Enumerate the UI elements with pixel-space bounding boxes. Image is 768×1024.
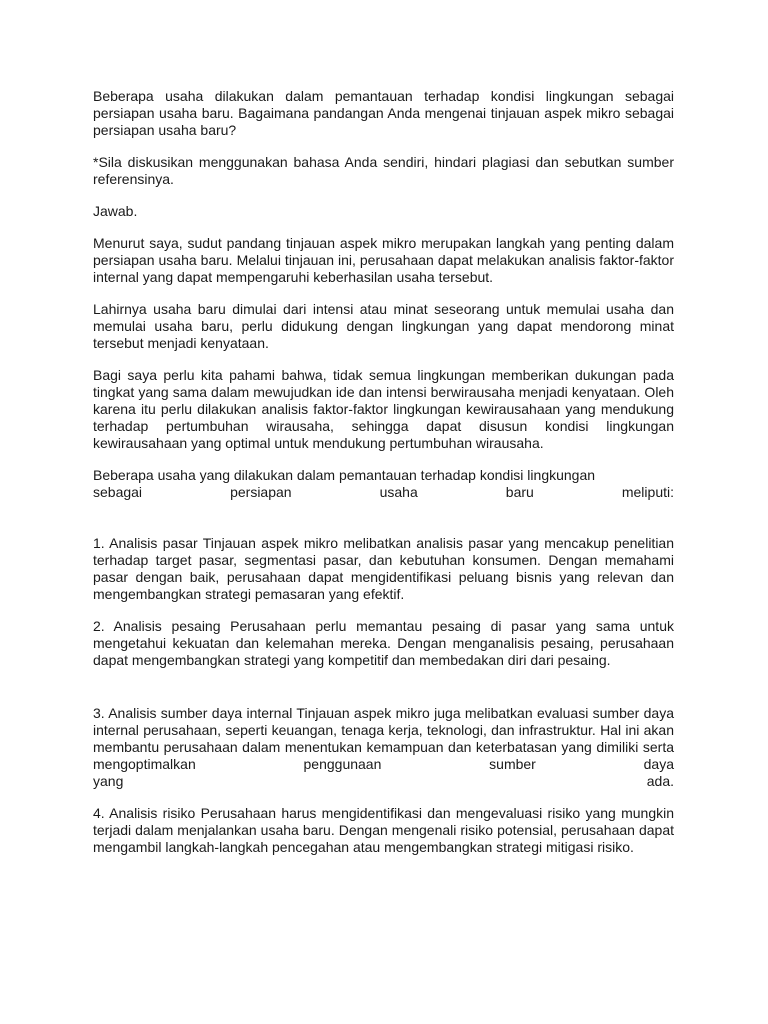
list-intro-word: usaha [379, 484, 418, 500]
list-item-2: 2. Analisis pesaing Perusahaan perlu memantau pesaing di pasar yang sama untuk mengetahui kekuatan dan kelemahan mereka. Dengan menganalisis pesaing, perusahaan dapat mengembangkan strategi yang kompetitif dan membedakan diri dari pesaing. [93, 618, 674, 668]
list-intro-line-1: Beberapa usaha yang dilakukan dalam pemantauan terhadap kondisi lingkungan [93, 467, 596, 483]
question-paragraph: Beberapa usaha dilakukan dalam pemantauan terhadap kondisi lingkungan sebagai persiapan usaha baru. Bagaimana pandangan Anda mengenai tinjauan aspek mikro sebagai persiapan usaha baru? [93, 88, 674, 138]
list-item-3-last-line [93, 773, 674, 790]
list-intro-word: sebagai [93, 484, 143, 500]
answer-label: Jawab. [93, 203, 138, 219]
list-item-3-last-left: yang [93, 773, 124, 789]
list-item-1: 1. Analisis pasar Tinjauan aspek mikro melibatkan analisis pasar yang mencakup penelitian terhadap target pasar, segmentasi pasar, dan kebutuhan konsumen. Dengan memahami pasar dengan baik, perusahaan dapat mengidentifikasi peluang bisnis yang relevan dan mengembangkan strategi pemasaran yang efektif. [93, 535, 674, 602]
list-item-3 [93, 705, 674, 790]
blank-line [93, 501, 674, 535]
list-item-3-text: 3. Analisis sumber daya internal Tinjauan aspek mikro juga melibatkan evaluasi sumber daya internal perusahaan, seperti keuangan, tenaga kerja, teknologi, dan infrastruktur. Hal ini akan membantu perusahaan dalam menentukan kemampuan dan keterbatasan yang dimiliki serta mengoptimalkan penggunaan sumber daya [93, 705, 674, 772]
list-intro-word: persiapan [230, 484, 292, 500]
list-intro-paragraph [93, 467, 674, 501]
list-item-4: 4. Analisis risiko Perusahaan harus mengidentifikasi dan mengevaluasi risiko yang mungkin terjadi dalam menjalankan usaha baru. Dengan mengenali risiko potensial, perusahaan dapat mengambil langkah-langkah pencegahan atau mengembangkan strategi mitigasi risiko. [93, 805, 674, 855]
list-intro-word: meliputi: [621, 484, 674, 500]
list-intro-word: baru [505, 484, 534, 500]
instruction-paragraph: *Sila diskusikan menggunakan bahasa Anda sendiri, hindari plagiasi dan sebutkan sumber referensinya. [93, 154, 674, 187]
answer-paragraph-3: Bagi saya perlu kita pahami bahwa, tidak semua lingkungan memberikan dukungan pada tingkat yang sama dalam mewujudkan ide dan intensi berwirausaha menjadi kenyataan. Oleh karena itu perlu dilakukan analisis faktor-faktor lingkungan kewirausahaan yang mendukung terhadap pertumbuhan wirausaha, sehingga dapat disusun kondisi lingkungan kewirausahaan yang optimal untuk mendukung pertumbuhan wirausaha. [93, 367, 674, 451]
answer-paragraph-2: Lahirnya usaha baru dimulai dari intensi atau minat seseorang untuk memulai usaha dan memulai usaha baru, perlu didukung dengan lingkungan yang dapat mendorong minat tersebut menjadi kenyataan. [93, 301, 674, 351]
answer-paragraph-1: Menurut saya, sudut pandang tinjauan aspek mikro merupakan langkah yang penting dalam persiapan usaha baru. Melalui tinjauan ini, perusahaan dapat melakukan analisis faktor-faktor internal yang dapat mempengaruhi keberhasilan usaha tersebut. [93, 235, 674, 285]
document-body [93, 88, 674, 871]
list-intro-line-2 [93, 484, 674, 501]
list-item-3-last-right: ada. [646, 773, 674, 789]
